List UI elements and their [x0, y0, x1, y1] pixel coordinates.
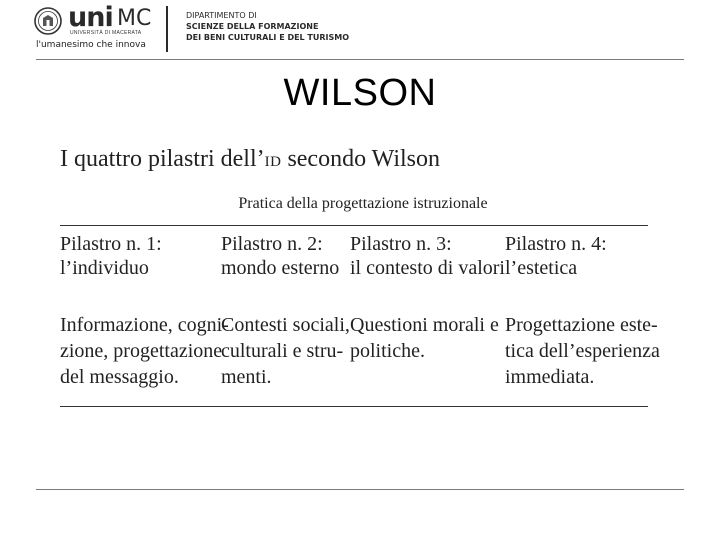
description-line: politiche.: [350, 340, 425, 362]
pillar-heading: [350, 232, 505, 280]
description-line: culturali e stru-: [221, 340, 344, 362]
pillar-number: Pilastro n. 3:: [350, 233, 452, 255]
logo-tagline: l'umanesimo che innova: [36, 40, 146, 50]
caption-abbrev: ID: [264, 154, 282, 170]
description-line: del messaggio.: [60, 366, 179, 388]
pillar-heading: [60, 232, 210, 280]
table-bottom-rule: [60, 406, 648, 407]
header-divider: [166, 6, 168, 52]
pillar-column-3: [350, 232, 505, 362]
logo-mc: MC: [117, 6, 152, 31]
slide-title: WILSON: [283, 72, 437, 114]
pillar-column-4: [505, 232, 660, 388]
pillar-name: l’individuo: [60, 257, 149, 279]
scanned-table-figure: [38, 132, 668, 422]
figure-caption: [60, 146, 440, 173]
description-line: menti.: [221, 366, 272, 388]
logo-wordmark: uni: [68, 2, 113, 33]
department-label: DIPARTIMENTO DI: [186, 11, 257, 20]
pillar-name: l’estetica: [505, 257, 578, 279]
caption-suffix: secondo Wilson: [281, 146, 441, 172]
description-line: Progettazione este-: [505, 314, 658, 336]
pillar-number: Pilastro n. 4:: [505, 233, 607, 255]
header: [0, 0, 720, 60]
pillar-column-1: [60, 232, 229, 388]
pillar-heading: [505, 232, 655, 280]
description-line: Questioni morali e: [350, 314, 499, 336]
pillar-description: [350, 312, 499, 364]
table-subheading: Pratica della progettazione istruzionale: [238, 195, 488, 212]
pillar-number: Pilastro n. 1:: [60, 233, 162, 255]
table-top-rule: [60, 225, 648, 226]
description-line: Contesti sociali,: [221, 314, 350, 336]
description-line: Informazione, cogni-: [60, 314, 229, 336]
pillar-description: [60, 312, 229, 390]
pillar-name: il contesto di valori: [350, 257, 505, 279]
pillar-description: [221, 312, 350, 390]
logo-subtitle: UNIVERSITÀ DI MACERATA: [70, 30, 142, 36]
description-line: immediata.: [505, 366, 595, 388]
university-seal-icon: [34, 7, 62, 35]
caption-prefix: I quattro pilastri dell’: [60, 146, 265, 172]
header-rule: [36, 59, 684, 60]
description-line: zione, progettazione: [60, 340, 223, 362]
footer-rule: [36, 489, 684, 490]
pillar-name: mondo esterno: [221, 257, 340, 279]
pillar-number: Pilastro n. 2:: [221, 233, 323, 255]
department-name-line1: SCIENZE DELLA FORMAZIONE: [186, 22, 319, 31]
pillar-heading: [221, 232, 341, 280]
pillar-description: [505, 312, 660, 390]
department-name-line2: DEI BENI CULTURALI E DEL TURISMO: [186, 33, 350, 42]
pillar-column-2: [221, 232, 350, 388]
description-line: tica dell’esperienza: [505, 340, 660, 362]
